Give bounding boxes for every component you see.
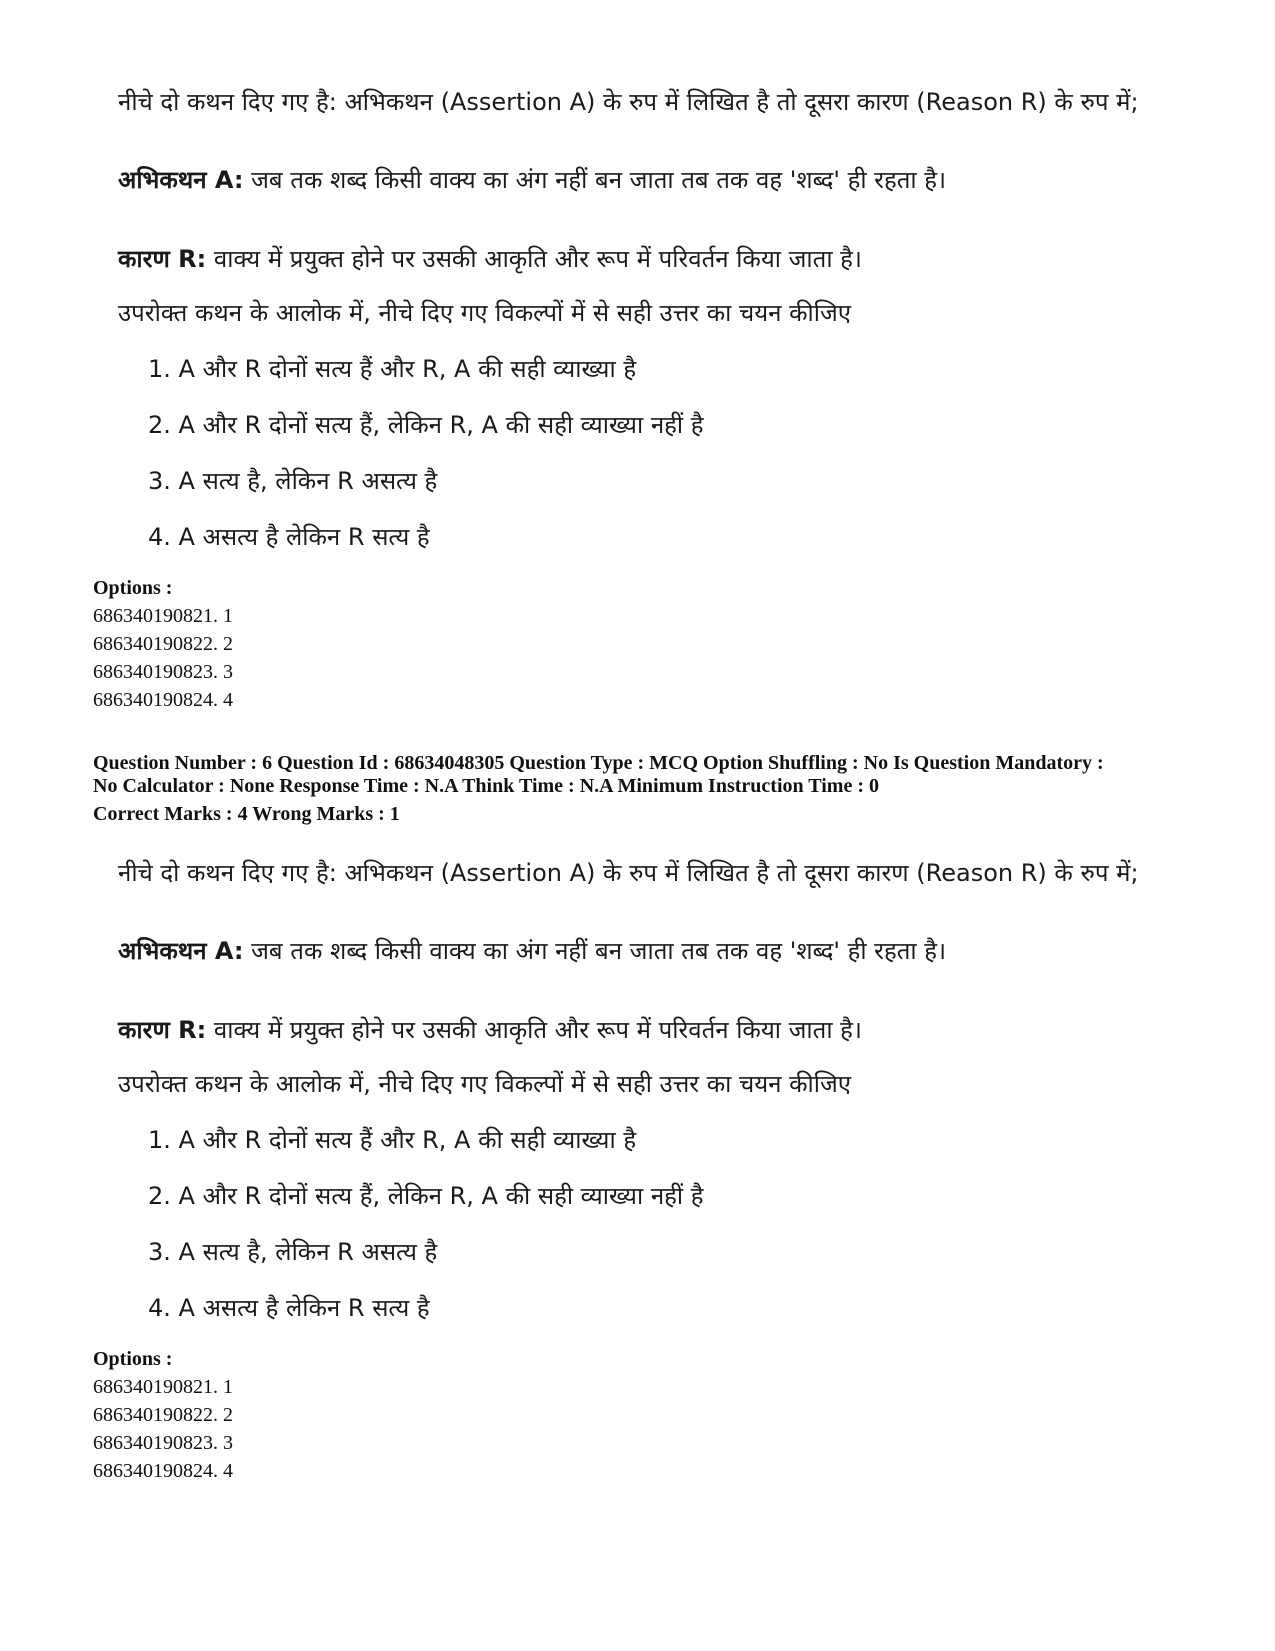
option-id-1: 686340190821. 1 — [93, 1376, 233, 1398]
question-prompt: उपरोक्त कथन के आलोक में, नीचे दिए गए विकल्पों में से सही उत्तर का चयन कीजिए — [118, 299, 852, 327]
choice-4: 4. A असत्य है लेकिन R सत्य है — [148, 523, 430, 551]
reason-statement — [118, 1014, 862, 1046]
question-intro: नीचे दो कथन दिए गए है: अभिकथन (Assertion A) के रुप में लिखित है तो दूसरा कारण (Reason R) के रुप में; — [118, 88, 1139, 116]
reason-label: कारण R: — [118, 245, 207, 273]
assertion-statement — [118, 164, 946, 196]
choice-2: 2. A और R दोनों सत्य हैं, लेकिन R, A की सही व्याख्या नहीं है — [148, 411, 704, 439]
question-meta-line-1: Question Number : 6 Question Id : 68634048305 Question Type : MCQ Option Shuffling : No Is Question Mandatory : — [93, 752, 1104, 774]
option-id-3: 686340190823. 3 — [93, 1432, 233, 1454]
question-intro: नीचे दो कथन दिए गए है: अभिकथन (Assertion A) के रुप में लिखित है तो दूसरा कारण (Reason R) के रुप में; — [118, 859, 1139, 887]
options-title: Options : — [93, 1348, 173, 1370]
reason-label: कारण R: — [118, 1016, 207, 1044]
choice-1: 1. A और R दोनों सत्य हैं और R, A की सही व्याख्या है — [148, 1126, 637, 1154]
question-marks: Correct Marks : 4 Wrong Marks : 1 — [93, 803, 400, 825]
reason-text: वाक्य में प्रयुक्त होने पर उसकी आकृति और रूप में परिवर्तन किया जाता है। — [206, 245, 863, 273]
assertion-label: अभिकथन A: — [118, 166, 244, 194]
choice-1: 1. A और R दोनों सत्य हैं और R, A की सही व्याख्या है — [148, 355, 637, 383]
assertion-text: जब तक शब्द किसी वाक्य का अंग नहीं बन जाता तब तक वह 'शब्द' ही रहता है। — [243, 937, 947, 965]
option-id-2: 686340190822. 2 — [93, 1404, 233, 1426]
question-meta-line-2: No Calculator : None Response Time : N.A Think Time : N.A Minimum Instruction Time : 0 — [93, 775, 879, 797]
choice-3: 3. A सत्य है, लेकिन R असत्य है — [148, 1238, 438, 1266]
reason-statement — [118, 243, 862, 275]
choice-3: 3. A सत्य है, लेकिन R असत्य है — [148, 467, 438, 495]
option-id-2: 686340190822. 2 — [93, 633, 233, 655]
assertion-statement — [118, 935, 946, 967]
question-prompt: उपरोक्त कथन के आलोक में, नीचे दिए गए विकल्पों में से सही उत्तर का चयन कीजिए — [118, 1070, 852, 1098]
options-title: Options : — [93, 577, 173, 599]
choice-4: 4. A असत्य है लेकिन R सत्य है — [148, 1294, 430, 1322]
assertion-text: जब तक शब्द किसी वाक्य का अंग नहीं बन जाता तब तक वह 'शब्द' ही रहता है। — [243, 166, 947, 194]
option-id-3: 686340190823. 3 — [93, 661, 233, 683]
option-id-1: 686340190821. 1 — [93, 605, 233, 627]
option-id-4: 686340190824. 4 — [93, 689, 233, 711]
option-id-4: 686340190824. 4 — [93, 1460, 233, 1482]
choice-2: 2. A और R दोनों सत्य हैं, लेकिन R, A की सही व्याख्या नहीं है — [148, 1182, 704, 1210]
reason-text: वाक्य में प्रयुक्त होने पर उसकी आकृति और रूप में परिवर्तन किया जाता है। — [206, 1016, 863, 1044]
assertion-label: अभिकथन A: — [118, 937, 244, 965]
